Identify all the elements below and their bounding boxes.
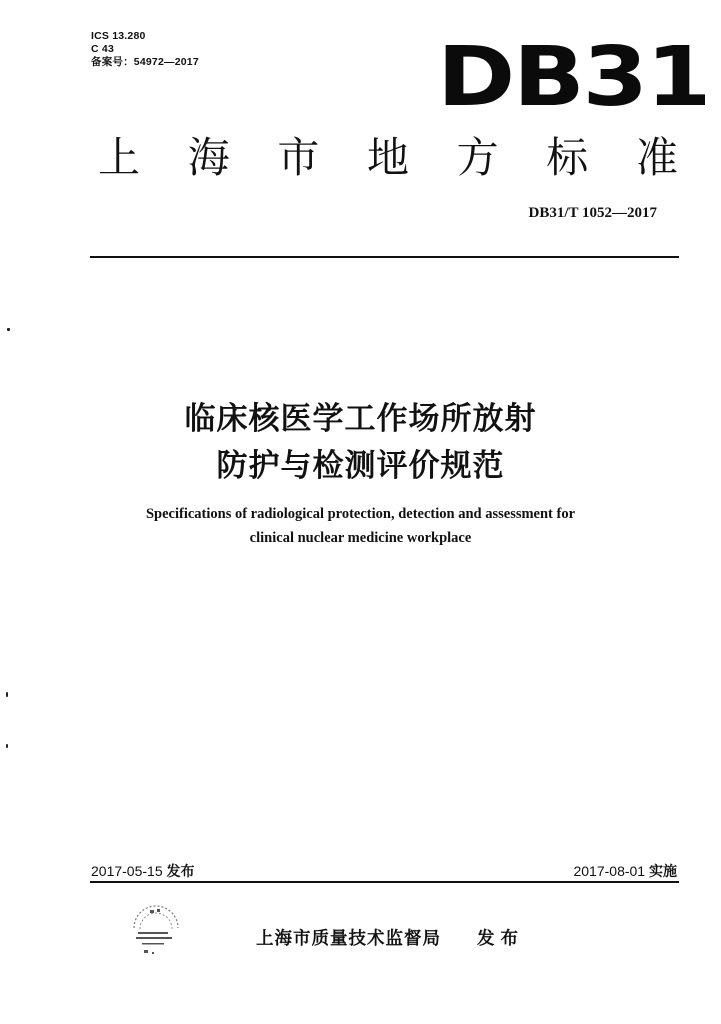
english-title-line-2: clinical nuclear medicine workplace	[249, 530, 472, 546]
footer-divider	[90, 881, 679, 883]
classification-block	[91, 30, 199, 69]
scan-speck	[6, 692, 8, 697]
ccs-code: C 43	[91, 43, 114, 55]
header-divider	[90, 256, 679, 258]
implement-label: 实施	[649, 863, 677, 879]
issue-date: 2017-05-15	[91, 863, 163, 879]
issue-label: 发布	[166, 863, 195, 879]
publish-label: 发布	[477, 929, 524, 949]
official-seal-image	[124, 898, 188, 962]
english-title-line-1: Specifications of radiological protection, detection and assessment for	[145, 506, 576, 522]
issue-date-block	[91, 861, 195, 881]
standard-type-char: 上	[98, 133, 141, 182]
standard-type-heading	[98, 133, 678, 182]
record-number: 备案号：54972—2017	[91, 56, 199, 68]
standard-type-char: 市	[277, 133, 320, 182]
standard-type-char: 准	[635, 133, 678, 182]
chinese-title-line-2: 防护与检测评价规范	[216, 448, 505, 484]
standard-type-char: 地	[366, 133, 409, 182]
ics-code: ICS 13.280	[91, 30, 146, 42]
standard-type-char: 标	[546, 133, 589, 182]
standard-type-char: 海	[187, 133, 230, 182]
db31-logo: DB31	[437, 30, 710, 125]
standard-type-char: 方	[456, 133, 499, 182]
standard-code: DB31/T 1052—2017	[528, 205, 657, 221]
chinese-title-line-1: 临床核医学工作场所放射	[184, 401, 537, 437]
scan-speck	[7, 328, 10, 331]
implement-date-block	[573, 861, 677, 881]
publishing-authority: 上海市质量技术监督局	[256, 929, 441, 949]
implement-date: 2017-08-01	[573, 863, 646, 879]
scan-speck	[6, 744, 8, 748]
